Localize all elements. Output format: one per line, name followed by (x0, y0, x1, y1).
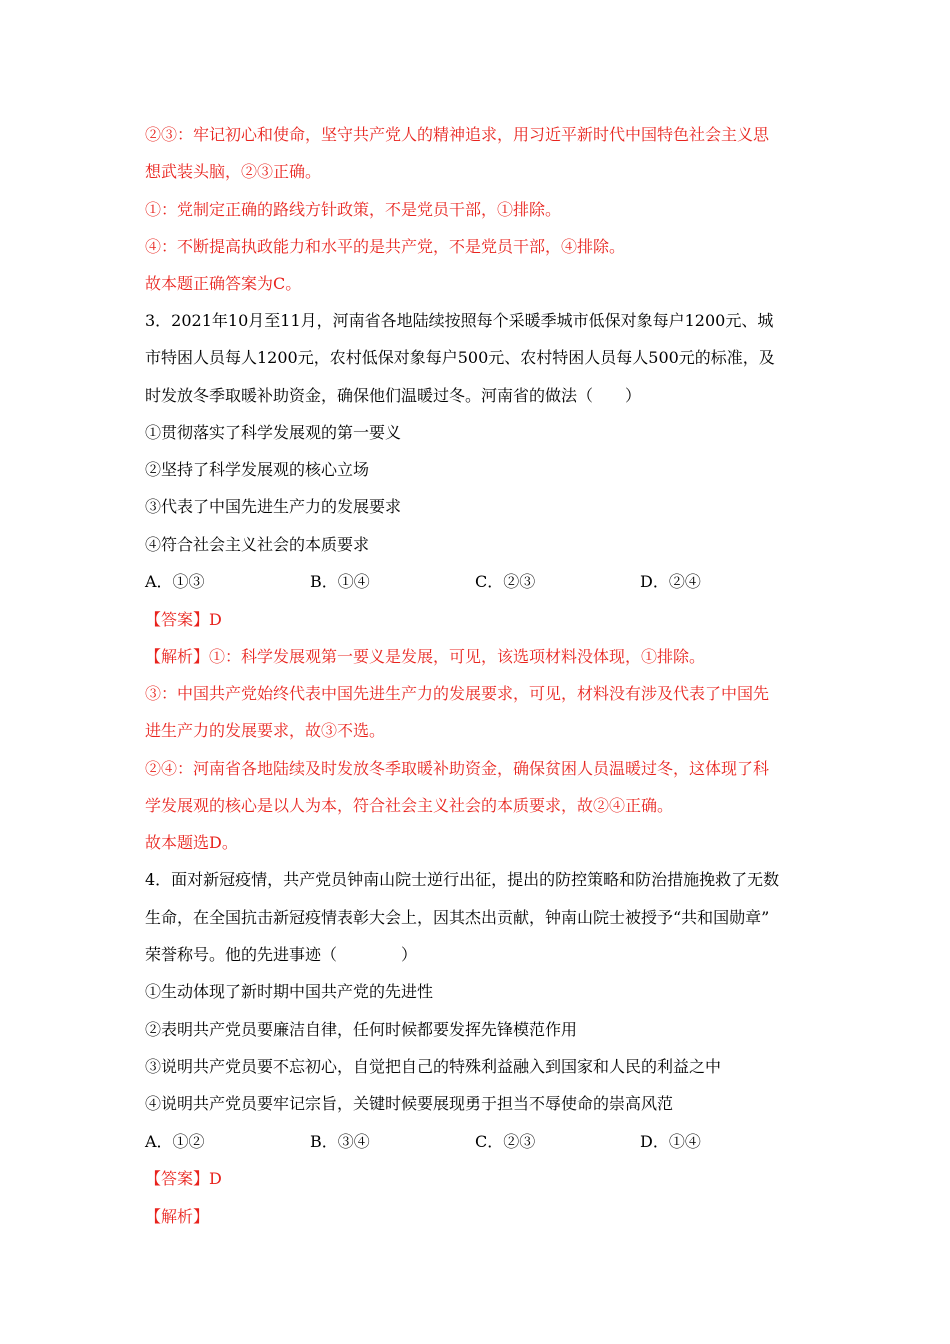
question-4-item-2: ②表明共产党员要廉洁自律，任何时候都要发挥先锋模范作用 (145, 1020, 578, 1039)
option-a: A．①③ (145, 572, 205, 591)
option-b: B．③④ (310, 1132, 370, 1151)
question-3-item-4: ④符合社会主义社会的本质要求 (145, 535, 370, 554)
prev-conclusion: 故本题正确答案为C。 (145, 274, 302, 293)
question-3-analysis-line-2: ③：中国共产党始终代表中国先进生产力的发展要求，可见，材料没有涉及代表了中国先 (145, 684, 770, 703)
question-4-answer: 【答案】D (145, 1169, 222, 1188)
question-3-item-3: ③代表了中国先进生产力的发展要求 (145, 497, 402, 516)
option-b: B．①④ (310, 572, 370, 591)
question-3-stem-line-2: 市特困人员每人1200元，农村低保对象每户500元、农村特困人员每人500元的标准，及 (145, 348, 775, 367)
option-d: D．①④ (640, 1132, 701, 1151)
question-4-item-3: ③说明共产党员要不忘初心，自觉把自己的特殊利益融入到国家和人民的利益之中 (145, 1057, 722, 1076)
question-3-stem-line-1: 3．2021年10月至11月，河南省各地陆续按照每个采暖季城市低保对象每户1200元、城 (145, 311, 774, 330)
option-a: A．①② (145, 1132, 205, 1151)
option-c: C．②③ (475, 572, 536, 591)
question-3-analysis-line-5: 学发展观的核心是以人为本，符合社会主义社会的本质要求，故②④正确。 (145, 796, 674, 815)
question-3-analysis-line-4: ②④：河南省各地陆续及时发放冬季取暖补助资金，确保贫困人员温暖过冬，这体现了科 (145, 759, 770, 778)
prev-analysis-line-2: 想武装头脑，②③正确。 (145, 162, 322, 181)
question-4-stem-line-1: 4．面对新冠疫情，共产党员钟南山院士逆行出征，提出的防控策略和防治措施挽救了无数 (145, 870, 780, 889)
option-d: D．②④ (640, 572, 701, 591)
prev-analysis-line-1: ②③：牢记初心和使命，坚守共产党人的精神追求，用习近平新时代中国特色社会主义思 (145, 125, 770, 144)
question-4-stem-line-3: 荣誉称号。他的先进事迹（ ） (145, 945, 418, 964)
option-c: C．②③ (475, 1132, 536, 1151)
question-3-conclusion: 故本题选D。 (145, 833, 238, 852)
question-3-item-2: ②坚持了科学发展观的核心立场 (145, 460, 370, 479)
question-4-item-4: ④说明共产党员要牢记宗旨，关键时候要展现勇于担当不辱使命的崇高风范 (145, 1094, 674, 1113)
prev-analysis-line-3: ①：党制定正确的路线方针政策，不是党员干部，①排除。 (145, 200, 562, 219)
question-4-analysis-label: 【解析】 (145, 1207, 210, 1226)
question-3-answer: 【答案】D (145, 610, 222, 629)
prev-analysis-line-4: ④：不断提高执政能力和水平的是共产党，不是党员干部，④排除。 (145, 237, 626, 256)
question-3-item-1: ①贯彻落实了科学发展观的第一要义 (145, 423, 402, 442)
question-3-analysis-line-3: 进生产力的发展要求，故③不选。 (145, 721, 386, 740)
question-4-stem-line-2: 生命，在全国抗击新冠疫情表彰大会上，因其杰出贡献，钟南山院士被授予“共和国勋章” (145, 908, 770, 927)
question-3-stem-line-3: 时发放冬季取暖补助资金，确保他们温暖过冬。河南省的做法（ ） (145, 386, 642, 405)
question-3-analysis-line-1: 【解析】①：科学发展观第一要义是发展，可见，该选项材料没体现，①排除。 (145, 647, 706, 666)
question-4-item-1: ①生动体现了新时期中国共产党的先进性 (145, 982, 434, 1001)
